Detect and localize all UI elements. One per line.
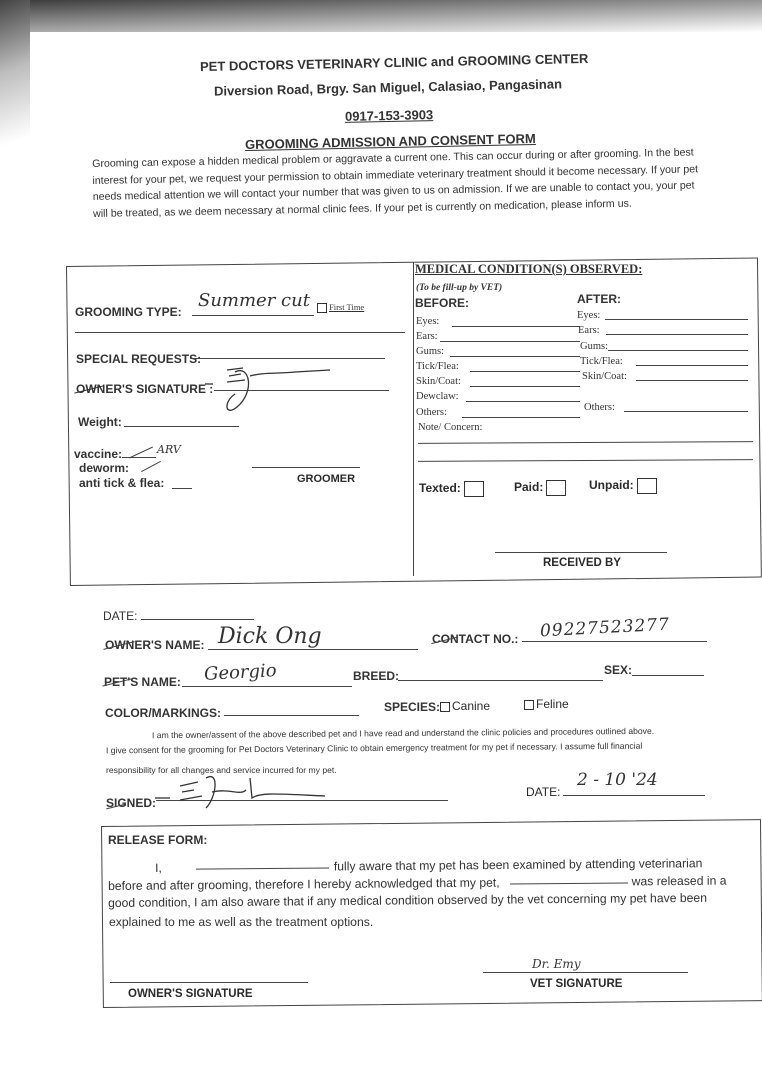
deworm-label: deworm: bbox=[79, 461, 130, 475]
after-item-label: Ears: bbox=[578, 325, 600, 336]
pet-name-line bbox=[182, 686, 352, 687]
grooming-type-value[interactable]: Summer cut bbox=[198, 290, 310, 311]
form-title: GROOMING ADMISSION AND CONSENT FORM bbox=[244, 130, 536, 153]
release-owner-signature-label: OWNER'S SIGNATURE bbox=[128, 988, 253, 1000]
contact-line bbox=[522, 641, 707, 642]
after-item-label: Gums: bbox=[580, 341, 609, 352]
after-item-line[interactable] bbox=[608, 350, 748, 351]
after-item-label: Tick/Flea: bbox=[580, 356, 623, 367]
consent-line-1: I am the owner/assent of the above described pet and I have read and understand the clinic policies and procedures outlined above. bbox=[151, 725, 655, 741]
consent-line-2: I give consent for the grooming for Pet Doctors Veterinary Clinic to obtain emergency treatment for my pet if necessary. I assume full financial bbox=[105, 740, 643, 756]
weight-label: Weight: bbox=[78, 415, 122, 429]
paid-label: Paid: bbox=[514, 480, 544, 495]
after-item-label: Others: bbox=[584, 402, 615, 413]
received-by-line bbox=[495, 552, 667, 553]
first-time-checkbox[interactable] bbox=[317, 302, 364, 313]
pet-name-label: PET'S NAME: bbox=[104, 675, 181, 689]
release-text-1: fully aware that my pet has been examined by attending veterinarian bbox=[333, 856, 703, 874]
pet-name-value[interactable]: Georgio bbox=[203, 660, 278, 685]
before-item-line[interactable] bbox=[462, 417, 580, 418]
groomer-label: GROOMER bbox=[297, 473, 356, 485]
intro-paragraph: Grooming can expose a hidden medical problem or aggravate a current one. This can occur during or after grooming. In the best interest for your pet, we request your permission to obtain immediate veterinary treatment should it become necessary. If your pet needs medical attention we will contact your number that was given to us on admission. If we are unable to contact you, your pet will be treated, as we deem necessary at normal clinic fees. If your pet is currently on medication, please inform us. bbox=[92, 146, 699, 220]
owner-signature-drawing bbox=[205, 362, 335, 422]
owner-name-label: OWNER'S NAME: bbox=[105, 638, 205, 652]
grooming-type-line-2 bbox=[75, 332, 405, 333]
signed-date-value[interactable]: 2 - 10 '24 bbox=[577, 770, 658, 790]
vaccine-label: vaccine: bbox=[74, 447, 123, 461]
signed-signature-drawing bbox=[150, 768, 340, 816]
special-requests-line bbox=[190, 358, 385, 359]
before-item-label: Skin/Coat: bbox=[416, 376, 461, 387]
paid-checkbox[interactable] bbox=[546, 480, 566, 496]
sex-line bbox=[632, 675, 704, 676]
vaccine-value[interactable]: ARV bbox=[157, 443, 181, 456]
species-canine[interactable] bbox=[440, 699, 490, 713]
first-time-box[interactable] bbox=[317, 303, 327, 313]
release-text-4: good condition, I am also aware that if any medical condition observed by the vet concerning my pet have been bbox=[108, 890, 708, 910]
unpaid-checkbox[interactable] bbox=[637, 478, 657, 494]
anti-tick-line bbox=[172, 488, 192, 489]
signed-date-line bbox=[563, 795, 705, 796]
unpaid-label: Unpaid: bbox=[589, 478, 634, 493]
before-item-label: Eyes: bbox=[416, 316, 440, 327]
before-item-line[interactable] bbox=[466, 401, 580, 402]
after-item-label: Skin/Coat: bbox=[582, 371, 627, 382]
release-text-5: explained to me as well as the treatment options. bbox=[109, 915, 374, 929]
release-i: I, bbox=[155, 860, 162, 875]
before-item-line[interactable] bbox=[450, 356, 580, 357]
weight-line bbox=[124, 426, 239, 427]
unpaid-field[interactable] bbox=[589, 478, 657, 494]
before-label: BEFORE: bbox=[415, 296, 469, 310]
release-name-blank[interactable] bbox=[196, 867, 329, 869]
groomer-line bbox=[252, 467, 360, 468]
species-feline[interactable] bbox=[524, 697, 569, 711]
grooming-type-line bbox=[192, 315, 314, 316]
before-item-line[interactable] bbox=[440, 341, 580, 342]
vet-signed-value: Dr. Emy bbox=[532, 957, 581, 971]
after-label: AFTER: bbox=[577, 292, 621, 306]
after-item-line[interactable] bbox=[636, 365, 748, 366]
clinic-name: PET DOCTORS VETERINARY CLINIC and GROOMING CENTER bbox=[199, 50, 589, 75]
release-owner-signature-line bbox=[110, 982, 308, 983]
vaccine-line bbox=[122, 457, 156, 458]
release-title: RELEASE FORM: bbox=[108, 833, 208, 847]
signed-date-label: DATE: bbox=[526, 785, 561, 799]
after-item-line[interactable] bbox=[624, 411, 748, 412]
medical-title: MEDICAL CONDITION(S) OBSERVED: bbox=[415, 262, 643, 276]
note-label: Note/ Concern: bbox=[418, 422, 483, 433]
breed-line bbox=[398, 680, 603, 681]
breed-label: BREED: bbox=[353, 669, 400, 683]
after-item-line[interactable] bbox=[606, 334, 748, 335]
color-label: COLOR/MARKINGS: bbox=[105, 706, 221, 720]
species-label: SPECIES: bbox=[384, 700, 441, 714]
color-line bbox=[224, 715, 359, 716]
before-item-line[interactable] bbox=[470, 371, 580, 372]
canine-label: Canine bbox=[452, 699, 491, 713]
texted-label: Texted: bbox=[419, 481, 461, 496]
canine-checkbox[interactable] bbox=[440, 702, 450, 712]
medical-subtitle: (To be fill-up by VET) bbox=[416, 283, 503, 293]
vet-signature-line bbox=[483, 972, 688, 973]
before-item-label: Tick/Flea: bbox=[416, 361, 459, 372]
clinic-address: Diversion Road, Brgy. San Miguel, Calasiao, Pangasinan bbox=[213, 76, 563, 99]
before-item-label: Gums: bbox=[416, 346, 445, 357]
signed-label: SIGNED: bbox=[106, 796, 157, 810]
anti-tick-label: anti tick & flea: bbox=[79, 476, 165, 490]
before-item-label: Dewclaw: bbox=[416, 391, 459, 402]
owner-name-line bbox=[208, 649, 418, 650]
consent-line-3: responsibility for all changes and service incurred for my pet. bbox=[106, 765, 337, 775]
owner-name-value[interactable]: Dick Ong bbox=[218, 624, 322, 649]
before-item-label: Ears: bbox=[416, 331, 438, 342]
owner-signature-label: OWNER'S SIGNATURE : bbox=[76, 382, 214, 396]
texted-checkbox[interactable] bbox=[464, 481, 484, 497]
texted-field[interactable] bbox=[419, 481, 484, 497]
before-item-line[interactable] bbox=[452, 326, 580, 327]
box-divider bbox=[413, 262, 414, 576]
after-item-line[interactable] bbox=[605, 319, 748, 320]
after-item-line[interactable] bbox=[636, 380, 748, 381]
grooming-type-label: GROOMING TYPE: bbox=[75, 305, 182, 319]
contact-label: CONTACT NO.: bbox=[432, 632, 519, 646]
paid-field[interactable] bbox=[514, 480, 566, 496]
date-line bbox=[141, 619, 254, 620]
special-requests-label: SPECIAL REQUESTS: bbox=[76, 352, 202, 366]
release-text-2: before and after grooming, therefore I hereby acknowledged that my pet, bbox=[108, 875, 500, 893]
release-pet-blank[interactable] bbox=[510, 882, 628, 884]
feline-label: Feline bbox=[536, 697, 569, 711]
clinic-phone: 0917-153-3903 bbox=[344, 107, 434, 124]
first-time-label: First Time bbox=[329, 302, 365, 312]
contact-value[interactable]: 09227523277 bbox=[539, 614, 671, 642]
before-item-line[interactable] bbox=[470, 386, 580, 387]
sex-label: SEX: bbox=[604, 663, 633, 677]
date-label: DATE: bbox=[103, 609, 138, 623]
release-text-3: was released in a bbox=[631, 873, 727, 889]
vet-signature-label: VET SIGNATURE bbox=[530, 978, 623, 990]
received-by-label: RECEIVED BY bbox=[543, 557, 621, 569]
after-item-label: Eyes: bbox=[577, 310, 601, 321]
feline-checkbox[interactable] bbox=[524, 700, 534, 710]
before-item-label: Others: bbox=[416, 407, 447, 418]
release-box bbox=[101, 819, 762, 1008]
